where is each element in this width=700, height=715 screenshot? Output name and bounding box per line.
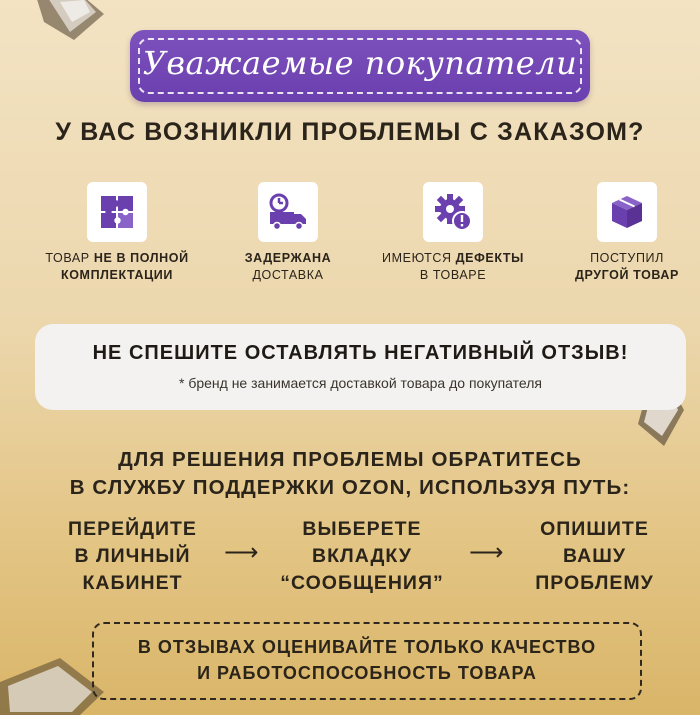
issue-label: ЗАДЕРЖАНА ДОСТАВКА bbox=[244, 251, 332, 282]
support-line: ДЛЯ РЕШЕНИЯ ПРОБЛЕМЫ ОБРАТИТЕСЬ bbox=[118, 448, 582, 471]
step-line: ВКЛАДКУ bbox=[312, 545, 412, 567]
question-heading: У ВАС ВОЗНИКЛИ ПРОБЛЕМЫ С ЗАКАЗОМ? bbox=[55, 118, 645, 146]
step-line: КАБИНЕТ bbox=[82, 572, 183, 594]
issue-incomplete bbox=[32, 182, 202, 284]
step-line: В ЛИЧНЫЙ bbox=[74, 545, 191, 567]
step-1 bbox=[40, 516, 225, 597]
step-2 bbox=[272, 516, 452, 597]
step-line: ПРОБЛЕМУ bbox=[535, 572, 654, 594]
support-instruction bbox=[0, 446, 700, 502]
issue-delayed bbox=[203, 182, 373, 284]
warning-note: * бренд не занимается доставкой товара до покупателя bbox=[178, 375, 542, 391]
page-title: Уважаемые покупатели bbox=[142, 44, 578, 82]
step-line: ВАШУ bbox=[563, 545, 626, 567]
issue-tile bbox=[258, 182, 318, 242]
issue-tile bbox=[597, 182, 657, 242]
issue-label: ТОВАР НЕ В ПОЛНОЙ КОМПЛЕКТАЦИИ bbox=[45, 251, 189, 282]
arrow-right-icon: ⟶ bbox=[469, 538, 504, 566]
step-line: ВЫБЕРЕТЕ bbox=[302, 518, 422, 540]
issue-defects bbox=[368, 182, 538, 284]
delivery-truck-icon bbox=[266, 192, 310, 232]
step-line: “СООБЩЕНИЯ” bbox=[280, 572, 444, 594]
warning-box bbox=[35, 324, 686, 410]
glass-shard-decoration bbox=[30, 0, 110, 46]
bottom-note-line: И РАБОТОСПОСОБНОСТЬ ТОВАРА bbox=[197, 663, 537, 683]
support-line: В СЛУЖБУ ПОДДЕРЖКИ OZON, ИСПОЛЬЗУЯ ПУТЬ: bbox=[69, 476, 631, 499]
step-3 bbox=[512, 516, 677, 597]
arrow-right-icon: ⟶ bbox=[224, 538, 259, 566]
puzzle-icon bbox=[97, 192, 137, 232]
issue-tile bbox=[87, 182, 147, 242]
issue-tile bbox=[423, 182, 483, 242]
warning-title: НЕ СПЕШИТЕ ОСТАВЛЯТЬ НЕГАТИВНЫЙ ОТЗЫВ! bbox=[92, 342, 629, 364]
issue-label: ИМЕЮТСЯ ДЕФЕКТЫ В ТОВАРЕ bbox=[382, 251, 524, 282]
step-line: ПЕРЕЙДИТЕ bbox=[68, 518, 197, 540]
step-line: ОПИШИТЕ bbox=[540, 518, 649, 540]
issue-label: ПОСТУПИЛ ДРУГОЙ ТОВАР bbox=[575, 251, 679, 282]
title-banner bbox=[130, 30, 590, 102]
box-icon bbox=[607, 192, 647, 232]
bottom-note bbox=[94, 634, 640, 686]
issue-wrong-item bbox=[542, 182, 700, 284]
gear-warning-icon bbox=[433, 192, 473, 232]
bottom-note-line: В ОТЗЫВАХ ОЦЕНИВАЙТЕ ТОЛЬКО КАЧЕСТВО bbox=[137, 637, 597, 657]
bottom-note-box bbox=[92, 622, 642, 700]
